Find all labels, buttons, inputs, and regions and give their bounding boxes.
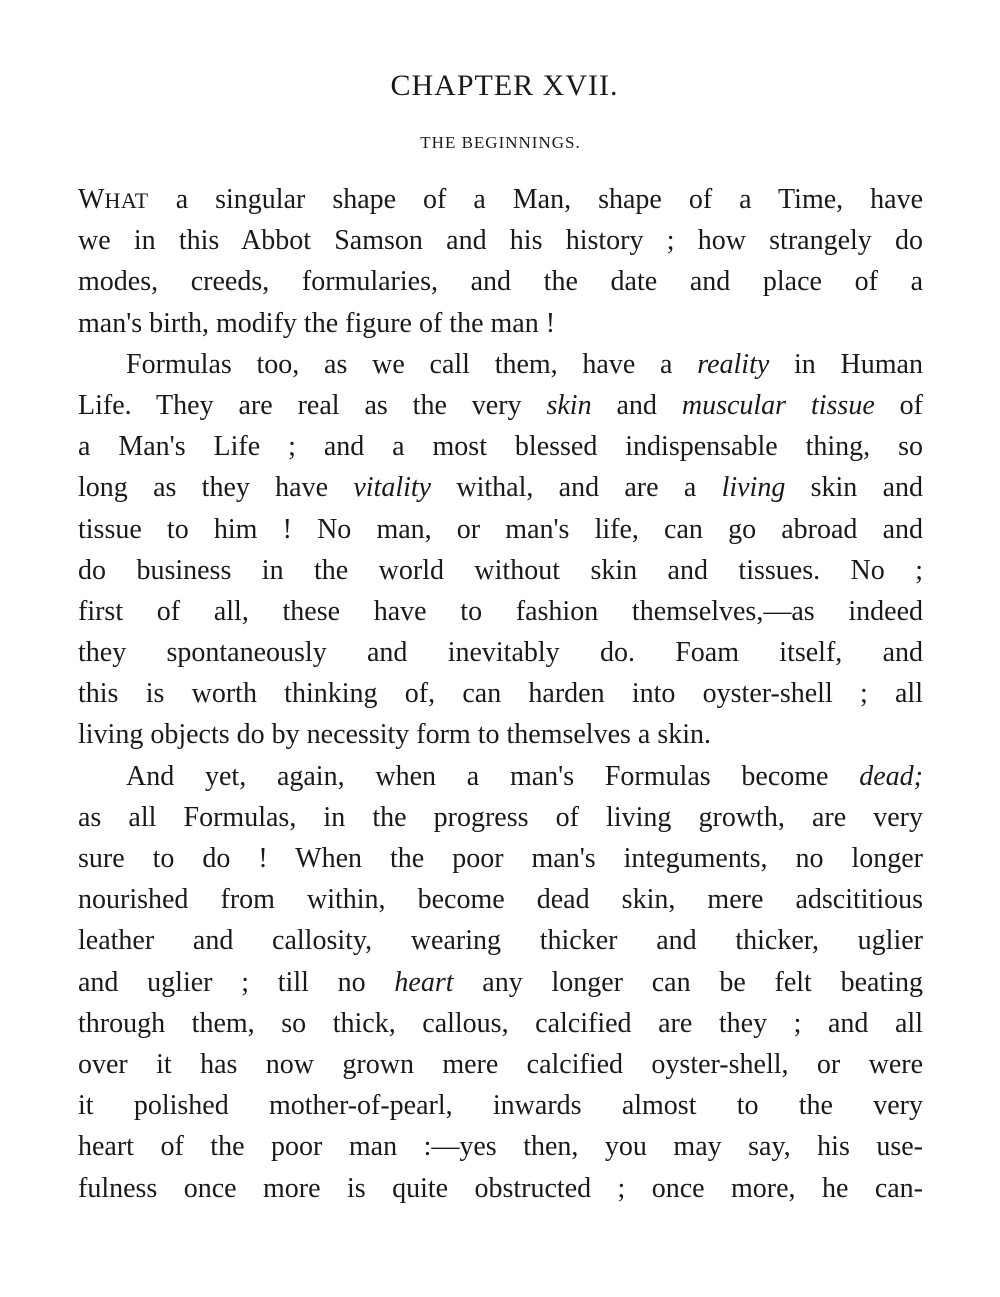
text-line: we in this Abbot Samson and his history ; how strangely do — [78, 225, 923, 257]
text-line: long as they have vitality withal, and are a living skin and — [78, 472, 924, 504]
text-line: living objects do by necessity form to themselves a skin. — [78, 719, 712, 751]
text-line: Life. They are real as the very skin and muscular tissue of — [78, 389, 924, 421]
text-line: Formulas too, as we call them, have a reality in Human — [126, 348, 923, 380]
text-line: tissue to him ! No man, or man's life, can go abroad and — [78, 513, 923, 545]
text-line: over it has now grown mere calcified oyster-shell, or were — [78, 1048, 923, 1080]
text-line: fulness once more is quite obstructed ; once more, he can- — [78, 1172, 923, 1204]
text-line: it polished mother-of-pearl, inwards almost to the very — [78, 1090, 923, 1122]
text-line: sure to do ! When the poor man's integuments, no longer — [78, 843, 923, 874]
book-page — [78, 60, 923, 1209]
text-line: through them, so thick, callous, calcified are they ; and all — [78, 1007, 923, 1039]
text-line: modes, creeds, formularies, and the date and place of a — [78, 266, 923, 298]
text-line: heart of the poor man :—yes then, you may say, his use- — [78, 1131, 923, 1163]
chapter-title: CHAPTER XVII. — [390, 69, 619, 102]
text-line: this is worth thinking of, can harden into oyster-shell ; all — [78, 678, 923, 710]
body-text — [78, 179, 923, 1209]
text-line: they spontaneously and inevitably do. Foam itself, and — [78, 637, 923, 669]
text-line: And yet, again, when a man's Formulas become dead; — [126, 760, 923, 792]
text-line: do business in the world without skin and tissues. No ; — [78, 554, 923, 586]
text-line: a Man's Life ; and a most blessed indispensable thing, so — [78, 431, 923, 463]
text-line: first of all, these have to fashion themselves,—as indeed — [78, 595, 923, 627]
text-line: man's birth, modify the figure of the man ! — [78, 307, 556, 339]
text-line: as all Formulas, in the progress of living growth, are very — [78, 801, 923, 833]
chapter-subtitle: THE BEGINNINGS. — [420, 133, 581, 152]
text-line: leather and callosity, wearing thicker and thicker, uglier — [78, 925, 923, 957]
text-line: and uglier ; till no heart any longer can be felt beating — [78, 966, 923, 998]
text-line: nourished from within, become dead skin, mere adscititious — [78, 884, 923, 916]
text-line: WHAT a singular shape of a Man, shape of a Time, have — [78, 184, 923, 215]
